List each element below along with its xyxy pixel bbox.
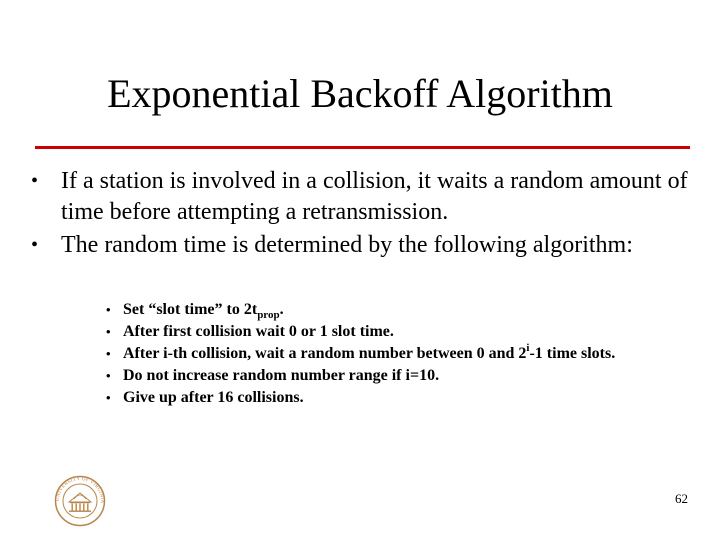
sub-bullet-list xyxy=(0,300,720,410)
list-item xyxy=(0,230,720,261)
sub-bullet-text: -1 time slots. xyxy=(529,345,616,362)
page-number: 62 xyxy=(675,491,688,506)
bullet-icon: • xyxy=(106,346,111,361)
superscript-text: i xyxy=(526,342,530,354)
list-item xyxy=(0,344,720,363)
sub-bullet-text: After first collision wait 0 or 1 slot time. xyxy=(123,323,394,340)
bullet-icon: • xyxy=(106,302,111,317)
bullet-icon: • xyxy=(106,390,111,405)
sub-bullet-text: . xyxy=(279,301,284,318)
seal-text: UNIVERSITY OF VIRGINIA xyxy=(55,476,105,504)
list-item xyxy=(0,388,720,407)
bullet-icon: • xyxy=(106,324,111,339)
list-item xyxy=(0,166,720,228)
university-seal-icon xyxy=(54,475,106,527)
main-bullet-list xyxy=(0,166,720,263)
list-item xyxy=(0,322,720,341)
bullet-text: The random time is determined by the following algorithm: xyxy=(61,232,633,258)
slide-title: Exponential Backoff Algorithm xyxy=(107,71,613,116)
sub-bullet-text: Do not increase random number range if i=10. xyxy=(123,367,440,384)
sub-bullet-text: Give up after 16 collisions. xyxy=(123,389,304,406)
bullet-icon: • xyxy=(106,368,111,383)
subscript-text: prop xyxy=(257,309,280,321)
title-divider xyxy=(35,146,690,149)
bullet-icon: • xyxy=(31,170,39,192)
list-item xyxy=(0,300,720,319)
sub-bullet-text: After i-th collision, wait a random number between 0 and 2 xyxy=(123,345,527,362)
list-item xyxy=(0,366,720,385)
bullet-text: If a station is involved in a collision, it waits a random amount of time before attempting a retransmission. xyxy=(61,168,688,225)
sub-bullet-text: Set “slot time” to 2t xyxy=(123,301,258,318)
bullet-icon: • xyxy=(31,234,39,256)
